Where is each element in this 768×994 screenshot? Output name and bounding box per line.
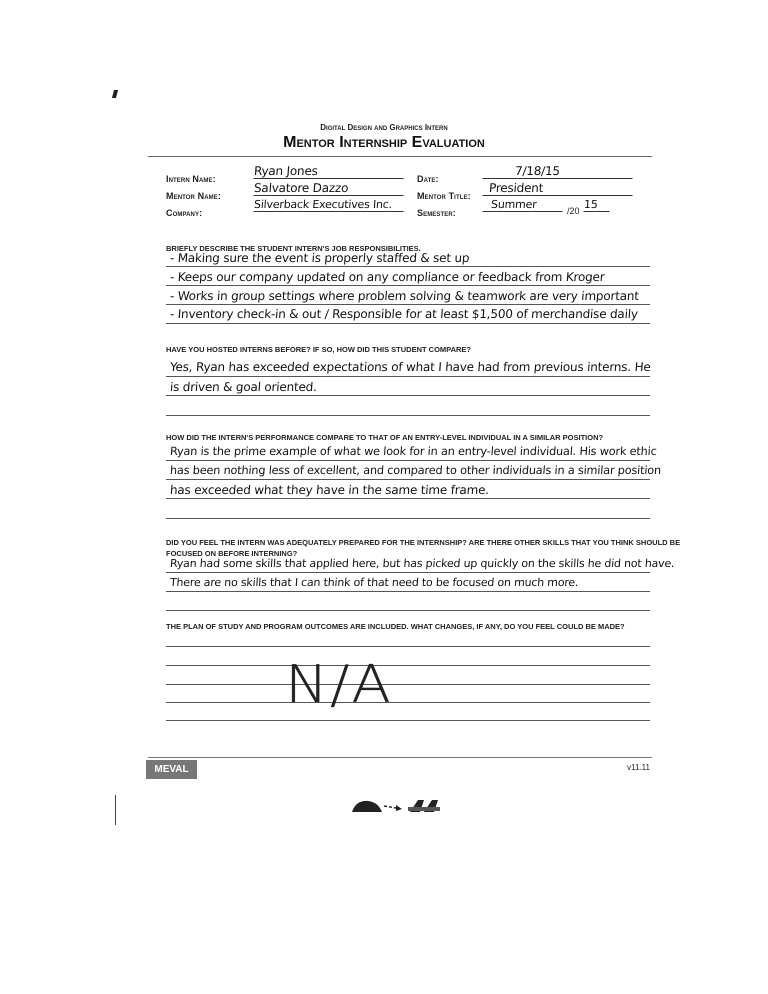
answer-rule	[166, 304, 650, 305]
year-prefix: /20	[567, 206, 580, 216]
answer-rule	[166, 376, 650, 377]
mentor-title-field[interactable]: President	[482, 181, 633, 196]
answer-rule	[166, 479, 650, 480]
answer-rule	[166, 591, 650, 592]
semester-field[interactable]: Summer	[483, 198, 564, 212]
answer-rule	[166, 610, 650, 611]
intern-name-label: Intern Name:	[166, 174, 216, 184]
scan-edge	[115, 795, 116, 825]
company-field[interactable]: Silverback Executives Inc.	[254, 198, 405, 212]
year-field[interactable]: 15	[584, 198, 611, 212]
answer-rule	[166, 460, 650, 461]
company-label: Company:	[166, 208, 203, 218]
mentor-name-label: Mentor Name:	[166, 191, 221, 201]
intern-name-field[interactable]: Ryan Jones	[253, 164, 404, 179]
form-title: Mentor Internship Evaluation	[283, 134, 485, 151]
version-label: v11.11	[627, 763, 650, 772]
semester-label: Semester:	[417, 208, 456, 218]
answer-line: Ryan had some skills that applied here, but has picked up quickly on the skills he did not have.	[169, 557, 675, 570]
answer-rule	[166, 720, 650, 721]
answer-na: N/A	[285, 655, 393, 715]
meval-badge: MEVAL	[146, 760, 197, 779]
answer-rule	[166, 702, 650, 703]
answer-line: - Keeps our company updated on any compliance or feedback from Kroger	[169, 270, 605, 284]
question-preparedness: DID YOU FEEL THE INTERN WAS ADEQUATELY PREPARED FOR THE INTERNSHIP? ARE THERE OTHER SKILLS THAT YOU THINK SHOULD BE	[166, 538, 681, 547]
answer-line: is driven & goal oriented.	[169, 380, 318, 394]
question-responsibilities: BRIEFLY DESCRIBE THE STUDENT INTERN'S JOB RESPONSIBILITIES.	[166, 244, 421, 253]
answer-line: There are no skills that I can think of that need to be focused on much more.	[169, 576, 579, 589]
date-field[interactable]: 7/18/15	[482, 164, 633, 179]
answer-line: has been nothing less of excellent, and compared to other individuals in a similar position	[169, 464, 662, 477]
answer-rule	[166, 684, 650, 685]
date-label: Date:	[417, 174, 439, 184]
answer-rule	[166, 498, 650, 499]
answer-rule	[166, 518, 650, 519]
answer-line: Ryan is the prime example of what we look for in an entry-level individual. His work ethic	[169, 445, 658, 458]
answer-line: - Works in group settings where problem solving & teamwork are very important	[169, 289, 640, 303]
question-hosted-interns: HAVE YOU HOSTED INTERNS BEFORE? IF SO, HOW DID THIS STUDENT COMPARE?	[166, 345, 472, 354]
mentor-title-label: Mentor Title:	[417, 191, 471, 201]
answer-line: has exceeded what they have in the same time frame.	[169, 483, 490, 497]
scan-mark	[112, 90, 118, 98]
answer-rule	[166, 572, 650, 573]
title-rule	[148, 156, 652, 157]
question-preparedness-cont: FOCUSED ON BEFORE INTERNING?	[166, 549, 298, 558]
footer-rule	[148, 757, 652, 758]
mentor-name-field[interactable]: Salvatore Dazzo	[253, 181, 404, 196]
answer-rule	[166, 646, 650, 647]
question-performance: HOW DID THE INTERN'S PERFORMANCE COMPARE TO THAT OF AN ENTRY-LEVEL INDIVIDUAL IN A SIMILAR POSITION?	[166, 433, 604, 442]
answer-rule	[166, 285, 650, 286]
form-subtitle: Digital Design and Graphics Intern	[320, 123, 448, 132]
answer-rule	[166, 395, 650, 396]
answer-rule	[166, 323, 650, 324]
turtle-arrow-logo-icon	[350, 796, 446, 816]
answer-rule	[166, 266, 650, 267]
answer-line: Yes, Ryan has exceeded expectations of what I have had from previous interns. He	[169, 360, 652, 374]
answer-rule	[166, 665, 650, 666]
answer-line: - Making sure the event is properly staffed & set up	[169, 251, 470, 265]
answer-line: - Inventory check-in & out / Responsible for at least $1,500 of merchandise daily	[169, 307, 639, 321]
answer-rule	[166, 415, 650, 416]
question-plan-of-study: THE PLAN OF STUDY AND PROGRAM OUTCOMES ARE INCLUDED. WHAT CHANGES, IF ANY, DO YOU FEEL COULD BE MADE?	[166, 622, 625, 631]
